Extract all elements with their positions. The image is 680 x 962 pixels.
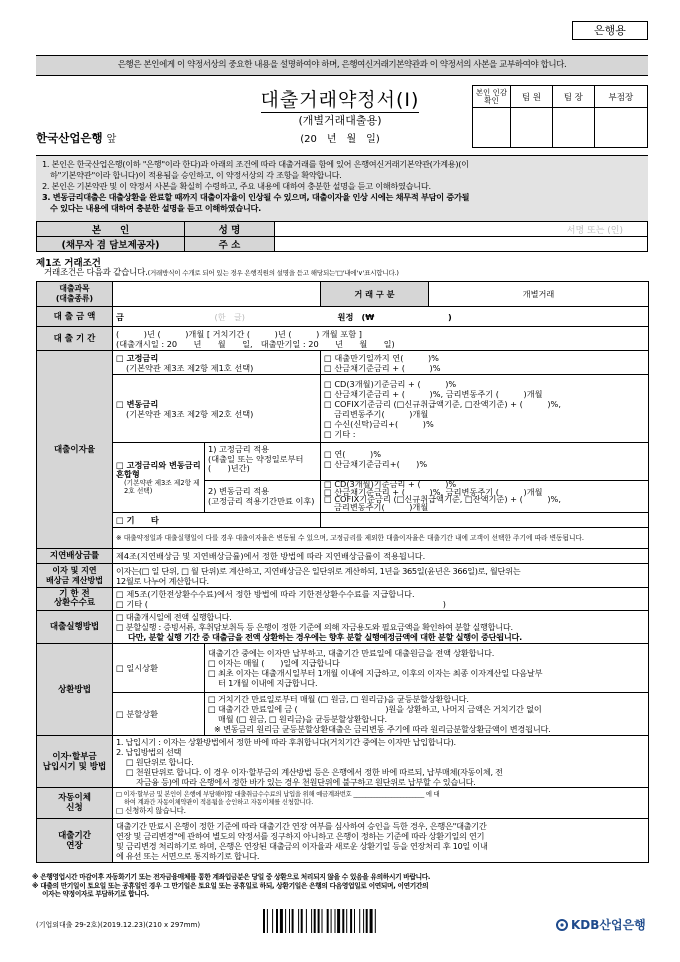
period-line-2: (대출개시일 : 20 년 월 일, 대출만기일 : 20 년 월 일) [116, 338, 395, 349]
payment-line-2: 2. 납입방법의 선택 [116, 746, 182, 757]
deal-type-cell [321, 282, 649, 307]
period-line-1: ( )년 ( )개월 [ 거치기간 ( )년 ( ) 개월 포함 ] [116, 328, 362, 339]
fixed-rate-choice-2[interactable]: □ 산금채기준금리 + ( )% [324, 362, 441, 373]
rate-label: 대출이자율 [37, 351, 113, 549]
payment-line-4[interactable]: □ 천원단위로 합니다. 이 경우 이자·할부금의 계산방법 등은 은행에서 정한 바에 따르되, 납부매체(자동이체, 전 [126, 766, 503, 777]
lump-sum-line-2[interactable]: □ 이자는 매월 ( )일에 지급합니다 [208, 658, 340, 668]
extension-line-4: 에 유선 또는 서면으로 통지하기로 합니다. [116, 850, 260, 861]
calc-method-line-1[interactable]: 이자는(□ 일 단위, □ 월 단위)로 계산하고, 지연배상금은 일단위로 계산하되, 1년을 365일(윤년은 366일)로, 월단위는 [116, 565, 521, 576]
mixed-rate-choices-2 [321, 481, 648, 512]
intro-line-5: 수 있다는 내용에 대하여 충분한 설명을 듣고 이해하였습니다. [50, 203, 261, 213]
party-name-field[interactable] [275, 222, 648, 237]
terms-table [36, 281, 649, 863]
variable-rate-choice-3[interactable]: □ COFIX기준금리 (□신규취급액기준, □잔액기준) + ( )%, [324, 398, 561, 409]
approval-staff-seal[interactable] [511, 108, 553, 148]
payment-details [113, 736, 649, 788]
mixed-choice-2-2[interactable]: □ 산금채기준금리 + ( )%, 금리변동주기 ( )개월 [324, 486, 543, 497]
extension-label: 대출기간 연장 [37, 819, 113, 863]
party-label: 본 인 [37, 222, 185, 237]
mixed-period-2-after: (고정금리 적용기간만료 이후) [208, 495, 315, 506]
mixed-rate-title: □ 고정금리와 변동금리 혼합형 [116, 459, 201, 479]
variable-rate-title: □ 변동금리 [116, 398, 159, 409]
auto-transfer-label: 자동이체 신청 [37, 788, 113, 819]
installment-line-2[interactable]: □ 대출기간 만료일에 금 ( )원을 상환하고, 나머지 금액은 거치기간 없이 [208, 704, 542, 714]
variable-rate-choice-5[interactable]: □ 기타 : [324, 428, 356, 439]
amount-prefix: 금 [116, 311, 124, 322]
auto-transfer-line-3[interactable]: □ 신청하지 않습니다. [116, 806, 186, 815]
mixed-choice-1-2[interactable]: □ 산금채기준금리+( )% [324, 459, 428, 469]
section-sub-note: (거래방식이 수개로 되어 있는 경우 은행직원의 설명을 듣고 해당되는'□'내에'∨'표시합니다.) [147, 269, 399, 277]
payment-line-5: 자금융 등)에 따라 은행에서 정한 바가 있는 경우 천원단위에 불구하고 원단위로 납부할 수 있습니다. [136, 776, 476, 787]
mixed-rate-sub: (기본약관 제3조 제2항 제2호 선택) [124, 478, 200, 495]
intro-line-4: 3. 변동금리대출은 대출상환을 완료할 때까지 대출이자율이 인상될 수 있으며, 대출이자율 인상 시에는 채무적 부담이 증가될 [42, 192, 470, 202]
section-title: 제1조 거래조건 [36, 258, 101, 269]
mixed-period-1-from: (대출일 또는 약정일로부터 [208, 453, 304, 464]
variable-rate-choice-1[interactable]: □ CD(3개월)기준금리 + ( )% [324, 378, 457, 389]
fixed-rate-option[interactable] [113, 351, 321, 375]
payment-line-1: 1. 납입시기 : 이자는 상환방법에서 정한 바에 따라 후취합니다(거치기간 중에는 이자만 납입합니다). [116, 736, 456, 747]
mixed-period-2-title: 2) 변동금리 적용 [208, 486, 270, 496]
mixed-rate-choices-1 [321, 443, 648, 481]
early-fee-line-2[interactable]: □ 기타 ( ) [116, 599, 446, 609]
section-sub-text: 거래조건은 다음과 같습니다. [44, 268, 148, 278]
auto-transfer-line-1[interactable]: □ 이자·할부금 및 본인이 은행에 부담해야할 대출취급수수료의 납입을 위해 예금계좌번호 ________________________ 에 대 [116, 791, 440, 798]
early-fee-field[interactable] [113, 588, 649, 611]
party-name-label: 성 명 [185, 222, 275, 237]
mixed-choice-1-1[interactable]: □ 연( )% [324, 449, 381, 459]
sign-hint: 서명 또는 (인) [566, 225, 623, 236]
party-label-sub: (채무자 겸 담보제공자) [37, 237, 185, 252]
subject-field[interactable] [113, 282, 321, 307]
exec-method-line-2[interactable]: □ 분할실행 : 증빙서류, 후취담보취득 등 은행이 정한 기준에 의해 자금용도와 필요금액을 확인하여 분할 실행합니다. [116, 622, 513, 632]
mixed-choice-2-3[interactable]: □ COFIX기준금리 (□신규취급액기준, □잔액기준) + ( )%, [324, 494, 561, 504]
approval-head-label: 부점장 [594, 86, 647, 108]
mixed-rate-periods [205, 443, 321, 513]
mixed-period-1-years: ( )년간) [208, 463, 250, 473]
mixed-choice-2-1[interactable]: □ CD(3개월)기준금리 + ( )% [324, 479, 457, 489]
exec-method-field[interactable] [113, 611, 649, 644]
bank-suffix: 앞 [106, 134, 117, 145]
installment-details [205, 693, 649, 736]
notice-banner: 은행은 본인에게 이 약정서상의 중요한 내용을 설명하여야 하며, 은행여신거래기본약관과 이 약정서의 사본을 교부하여야 합니다. [36, 55, 648, 76]
party-address-label: 주 소 [185, 237, 275, 252]
mixed-period-1-title: 1) 고정금리 적용 [208, 444, 270, 454]
extension-line-3: 및 금리변경 처리하기로 하며, 은행은 연장된 대출금의 이자율과 새로운 상환기일 등을 연장처리 후 10일 이내 [116, 840, 488, 851]
amount-label: 대 출 금 액 [37, 307, 113, 327]
subject-label: 대출과목 (대출종류) [37, 282, 113, 307]
installment-option[interactable]: □ 분할상환 [113, 693, 205, 736]
copy-label: 은행용 [572, 21, 648, 40]
extension-line-1: 대출기간 만료시 은행이 정한 기준에 따라 대출기간 연장 여부를 심사하여 승인을 득한 경우, 은행은"대출기간 [116, 820, 487, 831]
late-fee-value: 제4조(지연배상금 및 지연배상금률)에서 정한 방법에 따라 지연배상금률이 적용됩니다. [113, 549, 649, 564]
kdb-logo-text: KDB산업은행 [571, 918, 646, 932]
intro-line-2: 하"기본약관"이라 합니다)이 적용됨을 승인하고, 이 약정서상의 각 조항을 확약합니다. [50, 170, 342, 180]
variable-rate-choice-3b: 금리변동주기( )개월 [334, 408, 429, 419]
amount-field[interactable] [113, 307, 649, 327]
mixed-choice-2-3b: 금리변동주기( )개월 [334, 501, 429, 512]
amount-hint: (한 글) [214, 311, 245, 322]
mixed-rate-period-1 [205, 443, 320, 481]
footnotes [32, 873, 652, 899]
mixed-rate-choices [321, 443, 649, 513]
document-title-text: 대출거래약정서(Ⅰ) [260, 89, 420, 111]
document-subtitle: (개별거래대출용) [298, 114, 382, 127]
payment-line-3[interactable]: □ 원단위로 합니다. [126, 756, 194, 767]
other-rate-field[interactable] [321, 513, 649, 528]
approval-leader-seal[interactable] [552, 108, 594, 148]
party-address-field[interactable] [275, 237, 648, 252]
fixed-rate-choices[interactable] [321, 351, 649, 375]
calc-method-line-2: 12월로 나누어 계산합니다. [116, 575, 209, 586]
exec-method-label: 대출실행방법 [37, 611, 113, 644]
footnote-3: 이자는 약정이자로 부담하기로 합니다. [42, 890, 149, 898]
calc-method-field[interactable] [113, 564, 649, 588]
fixed-rate-sub: (기본약관 제3조 제2항 제1호 선택) [126, 362, 254, 373]
variable-rate-choices[interactable] [321, 375, 649, 443]
intro-line-1: 1. 본인은 한국산업은행(이하 "은행"이라 한다)과 아래의 조건에 따라 대출거래를 함에 있어 은행여신거래기본약관(가계용)(이 [42, 159, 469, 169]
section-subtitle [44, 266, 399, 278]
kdb-logo-icon [556, 919, 568, 931]
installment-line-3: 매월 (□ 원금, □ 원리금)을 균등분할상환합니다. [218, 714, 387, 724]
party-table [36, 221, 648, 252]
document-title [240, 85, 440, 112]
calc-method-label: 이자 및 지연 배상금 계산방법 [37, 564, 113, 588]
variable-rate-choice-2[interactable]: □ 산금채기준금리 + ( )%, 금리변동주기 ( )개월 [324, 388, 543, 399]
approval-confirm-seal[interactable] [473, 108, 511, 148]
form-code: (기업외대출 29-2호)(2019.12.23)(210 x 297mm) [36, 921, 201, 929]
auto-transfer-details [113, 788, 649, 819]
repay-method-label: 상환방법 [37, 644, 113, 736]
variable-rate-choice-4[interactable]: □ 수신(신탁)금리+( )% [324, 418, 434, 429]
approval-leader-label: 팀 장 [552, 86, 594, 108]
deal-type-label: 거 래 구 분 [321, 282, 429, 306]
approval-confirm-label: 본인 인감 확인 [473, 86, 511, 108]
amount-suffix: 원정 (₩ ) [337, 311, 452, 322]
deal-type-value: 개별거래 [522, 289, 555, 299]
exec-method-line-1[interactable]: □ 대출개시일에 전액 실행합니다. [116, 612, 232, 622]
bank-name-text: 한국산업은행 [36, 131, 103, 145]
variable-rate-option[interactable] [113, 375, 321, 443]
rate-note: ※ 대출약정일과 대출실행일이 다를 경우 대출이자율은 변동될 수 있으며, 고정금리를 제외한 대출이자율은 대출기간 내에 고객이 선택한 주기에 따라 변동됩니다. [113, 528, 649, 549]
installment-line-4: ※ 변동금리 원리금 균등분할상환대출은 금리변동 주기에 따라 원리금분할상환금액이 변경됩니다. [214, 724, 551, 734]
fixed-rate-choice-1[interactable]: □ 대출만기일까지 연( )% [324, 352, 439, 363]
period-field[interactable] [113, 327, 649, 351]
other-rate-option[interactable]: □ 기 타 [113, 513, 321, 528]
mixed-rate-option[interactable] [113, 443, 205, 513]
mixed-rate-period-2 [205, 481, 320, 512]
period-label: 대 출 기 간 [37, 327, 113, 351]
extension-details [113, 819, 649, 863]
early-fee-line-1[interactable]: □ 제5조(기한전상환수수료)에서 정한 방법에 따라 기한전상환수수료를 지급합니다. [116, 589, 415, 599]
kdb-logo [556, 916, 646, 933]
lump-sum-line-4: 터 1개월 이내에 지급합니다. [218, 678, 318, 688]
footnote-2: ※ 대출의 만기일이 토요일 또는 공휴일인 경우 그 만기일은 토요일 또는 공휴일로 하되, 상환기일은 은행의 다음영업일로 이연되며, 이연기간의 [32, 881, 429, 890]
lump-sum-line-1: 대출기간 중에는 이자만 납부하고, 대출기간 만료일에 대출원금을 전액 상환합니다. [208, 648, 495, 658]
footnote-1: ※ 은행영업시간 마감이후 자동화기기 또는 전자금융매체를 통한 계좌입금분은 당일 중 상환으로 처리되지 않을 수 있음을 유의하시기 바랍니다. [32, 873, 431, 881]
lump-sum-details [205, 644, 649, 693]
lump-sum-option[interactable]: □ 일시상환 [113, 644, 205, 693]
variable-rate-sub: (기본약관 제3조 제2항 제2호 선택) [126, 408, 254, 419]
barcode [263, 909, 413, 933]
extension-line-2: 연장 및 금리변경"에 관하여 별도의 약정서를 징구하지 아니하고 은행이 정하는 기준에 따라 상환기일의 연기 [116, 830, 485, 841]
approval-head-seal[interactable] [594, 108, 647, 148]
fixed-rate-title: □ 고정금리 [116, 352, 159, 363]
late-fee-label: 지연배상금률 [37, 549, 113, 564]
approval-staff-label: 팀 원 [511, 86, 553, 108]
intro-line-3: 2. 본인은 기본약관 및 이 약정서 사본을 확실히 수령하고, 주요 내용에 대하여 충분한 설명을 듣고 이해하였습니다. [42, 181, 431, 191]
exec-method-line-3: 다만, 분할 실행 기간 중 대출금을 전액 상환하는 경우에는 향후 분할 실행예정금액에 대한 분할 실행이 중단됩니다. [128, 632, 522, 642]
installment-line-1[interactable]: □ 거치기간 만료일로부터 매월 (□ 원금, □ 원리금)을 균등분할상환합니다. [208, 694, 469, 704]
lump-sum-line-3[interactable]: □ 최초 이자는 대출개시일부터 1개월 이내에 지급하고, 이후의 이자는 최종 이자계산일 다음날부 [208, 668, 543, 678]
bank-name [36, 130, 116, 146]
document-date-line: (20 년 월 일) [300, 134, 380, 145]
approval-box [472, 85, 648, 148]
payment-label: 이자·할부금 납입시기 및 방법 [37, 736, 113, 788]
auto-transfer-line-2: 하여 계좌간 자동이체약관이 적용됨을 승인하고 자동이체를 신청합니다. [124, 799, 314, 806]
intro-statements [36, 155, 648, 221]
early-fee-label: 기 한 전 상환수수료 [37, 588, 113, 611]
